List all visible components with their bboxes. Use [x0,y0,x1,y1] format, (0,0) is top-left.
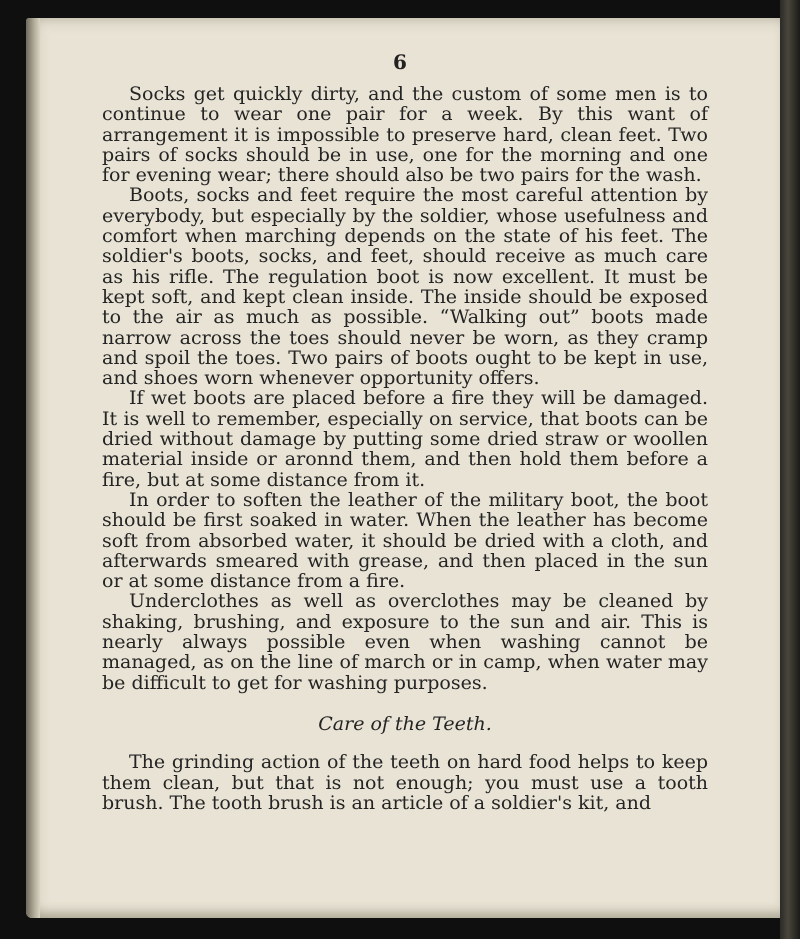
paragraph-wet-boots: If wet boots are placed before a fire they will be damaged. It is well to remember, especially on service, that boots can be dried without damage by putting some dried straw or woollen material inside or aronnd them, and then hold them before a fire, but at some distance from it. [102,387,708,491]
paragraph-boots-care: Boots, socks and feet require the most careful attention by everybody, but especially by the soldier, whose usefulness and comfort when marching depends on the state of his feet. The soldier's boots, socks, and feet, should receive as much care as his rifle. The regulation boot is now excellent. It must be kept soft, and kept clean inside. The inside should be exposed to the air as much as possible. “Walking out” boots made narrow across the toes should never be worn, as they cramp and spoil the toes. Two pairs of boots ought to be kept in use, and shoes worn whenever opportunity offers. [102,184,708,390]
paragraph-socks: Socks get quickly dirty, and the custom of some men is to continue to wear one pair for a week. By this want of arrangement it is impossible to preserve hard, clean feet. Two pairs of socks should be in use, one for the morning and one for evening wear; there should also be two pairs for the wash. [102,83,708,187]
page-binding [26,18,40,918]
section-heading: Care of the Teeth. [318,712,492,735]
page-body [102,84,708,813]
paragraph-teeth: The grinding action of the teeth on hard food helps to keep them clean, but that is not enough; you must use a tooth brush. The tooth brush is an article of a soldier's kit, and [102,751,708,814]
paragraph-soften-leather: In order to soften the leather of the military boot, the boot should be first soaked in water. When the leather has become soft from absorbed water, it should be dried with a cloth, and afterwards smeared with grease, and then placed in the sun or at some distance from a fire. [102,488,708,593]
page-number: 6 [393,50,407,74]
paragraph-underclothes: Underclothes as well as overclothes may be cleaned by shaking, brushing, and exposure to the sun and air. This is nearly always possible even when washing cannot be managed, as on the line of march or in camp, when water may be difficult to get for washing purposes. [102,590,708,694]
page-edge [780,0,800,939]
